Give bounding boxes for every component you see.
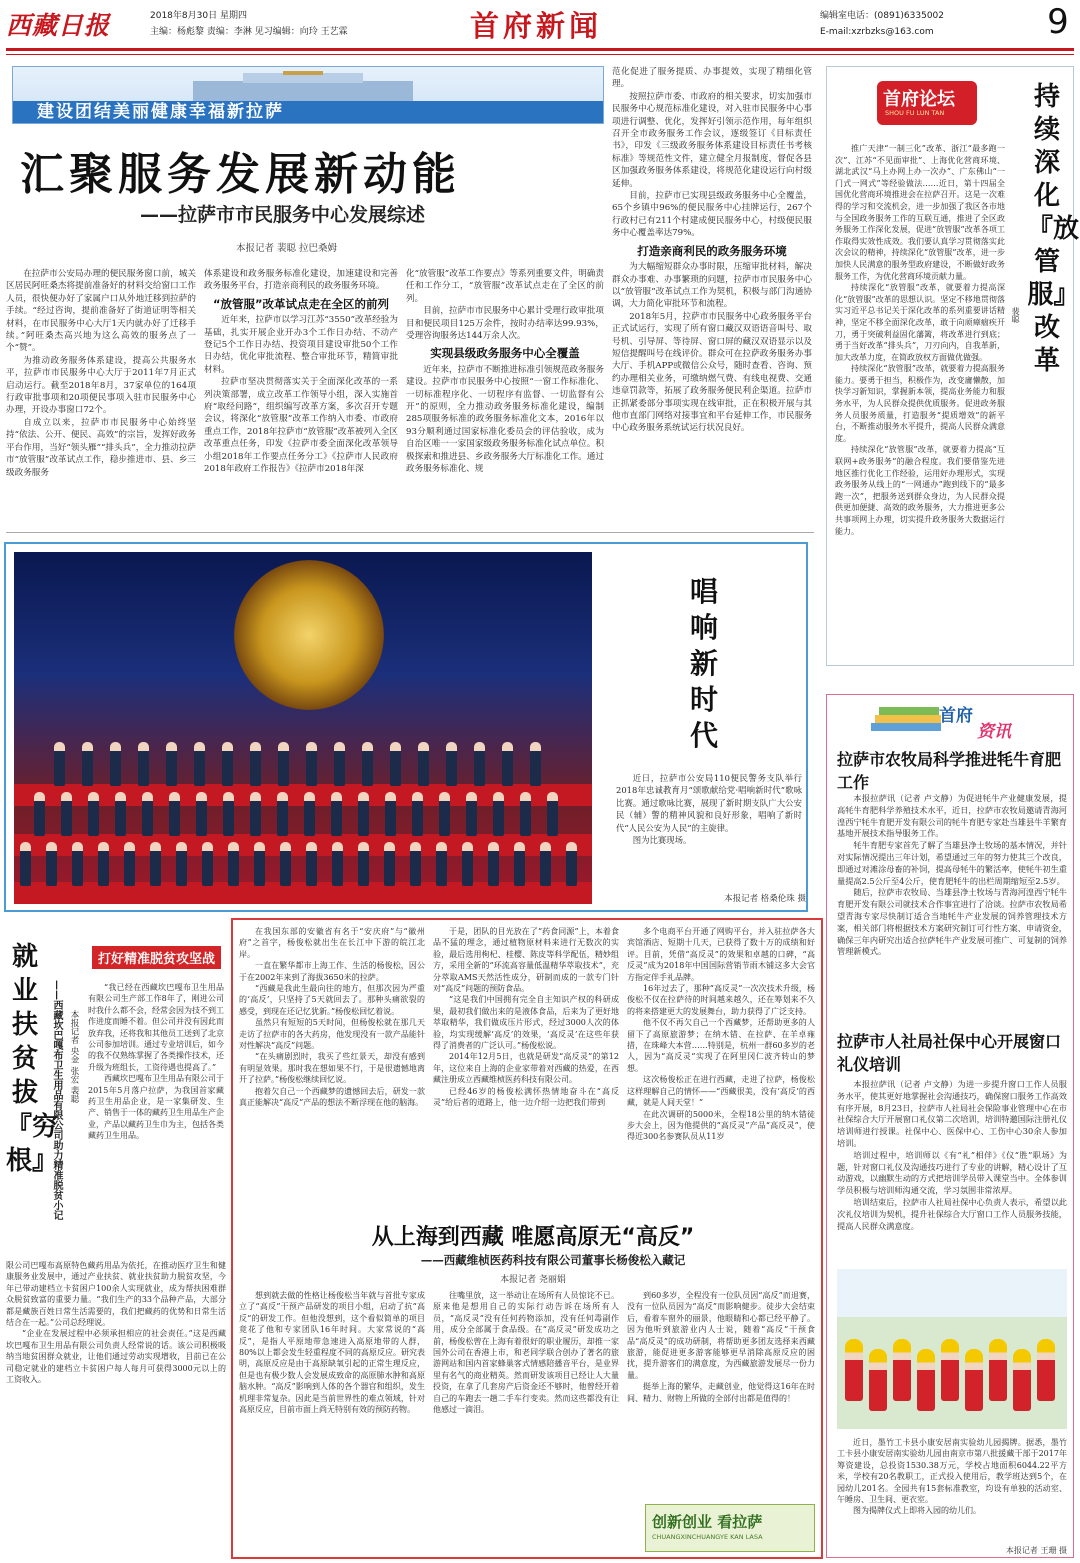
article2-body [837, 1079, 1067, 1259]
paragraph: 持续深化“放管服”改革，就要着力提高“互联网+政务服务”的融合程度。我们要借鉴先进地区推行优化工作经验，运用好办理形式，实现政务服务从线上的“一网通办”跑到线下的“最多跑一次”，把服务送到群众身边，为人民群众提供更加便捷、高效的政务服务，大力推进更多公共事项网上办理，切实提升政务服务大数据运行能力。 [835, 445, 1005, 536]
header-meta [150, 8, 430, 40]
banner-text: 建设团结美丽健康幸福新拉萨 [37, 102, 284, 122]
performer [20, 842, 31, 886]
performer [138, 742, 149, 786]
performer [331, 792, 342, 836]
child [893, 1339, 911, 1401]
performer [250, 742, 261, 786]
innovation-badge-en: CHUANGXINCHUANGYE KAN LASA [652, 1533, 763, 1541]
stage-step [14, 784, 592, 806]
story-top-col-2 [433, 926, 619, 1126]
performer [277, 792, 288, 836]
child [917, 1349, 935, 1411]
story-col-2 [433, 1290, 619, 1550]
paragraph: 想到就去做的性格让杨俊松当年就与首批专家成立了“高反”干预产品研发的项目小组，启动了抗“高反”的研发工作。但他没想到，这个看似简单的项目竟花了他和专家团队16年时间。大家常说的“高反”，是指人平原地带急速进入高原地带的人群，80%以上都会发生轻重程度不同的高原反应。研究表明，高原反应是由于高原缺氧引起的正常生理反应，但是也有极少数人会发展成致命的高原肺水肿和高原脑水肿。“高反”影响到人体的各个器官和组织，发生机理非常复杂。因此是当前世界性的难点领域，针对高原反应，目前市面上尚无特别有效的预防药物。 [239, 1291, 425, 1415]
poverty-side-text [88, 982, 224, 1254]
paragraph: 为推动政务服务体系建设，提高公共服务水平，拉萨市市民服务中心大厅于2011年7月正式启动运行。截至2018年8月，37家单位的164项行政审批事项和20项便民事项入驻市民服务中心办理，开设办事窗口72个。 [6, 355, 196, 416]
paragraph: 培训结束后，拉萨市人社局社保中心负责人表示，希望以此次礼仪培训为契机，提升社保综合大厅窗口工作人员服务技能，提高人民群众满意度。 [837, 1196, 1067, 1231]
performer [410, 842, 421, 886]
paragraph: “企业在发展过程中必须承担相应的社会责任。”这是西藏坎巴嘎布卫生用品有限公司负责人经常说的话。该公司积极吸纳当地贫困群众就业，让他们通过劳动实现增收，目前已在公司稳定就业的建档立卡贫困户每人每月可获得3000元以上的工资收入。 [6, 1329, 226, 1385]
paragraph: 16年过去了，那种“高反灵”一次次技术升级，杨俊松不仅在拉萨待的时间越来越久，还在筹划来不久的将来搭建更大的发展舞台，助力获得了广泛支持。 [627, 984, 815, 1016]
story-top-col-1 [239, 926, 425, 1126]
performer [72, 842, 83, 886]
performer [176, 842, 187, 886]
paragraph: 虽然只有短短的5天时间，但杨俊松就在那几天走访了拉萨市的各大药房，他发现没有一款产品能针对性解决“高反”问题。 [239, 1018, 425, 1051]
performer [254, 842, 265, 886]
paragraph: “这是我们中国拥有完全自主知识产权的科研成果，最初我们做出来的是液体食品，后来为了更好地萃取精华，我们做成压片形式，经过3000人次的体验，均实现缓解‘高反’的效果，‘高反灵’在这些年获得了消费者的广泛认可。”杨俊松说。 [433, 995, 619, 1051]
performer [439, 792, 450, 836]
paragraph: 目前，拉萨市市民服务中心累计受理行政审批项目和便民项目125万余件，按时办结率达99.93%，受理咨询服务达144万余人次。 [406, 306, 604, 342]
paragraph: 推广天津“一制三化”改革、浙江“最多跑一次”、江苏“不见面审批”、上海优化营商环境、湖北武汉“马上办网上办一次办”、广东佛山“一门式一网式”等经验做法……近日，第十四届全国优化营商环境推进会在拉萨召开。这是一次难得的学习和交流机会，进一步加强了我区各市地与全国政务服务工作的互联互通，推进了全区政务服务工作深化发展，促进“放管服”改革各项工作取得实效性成效。我们要认真学习贯彻落实此次会议的精神，持续深化“放管服”改革，进一步加快人民满意的服务型政府建设，不断做好政务服务工作，为优化营商环境贡献力量。 [835, 144, 1005, 281]
performer [110, 742, 121, 786]
innovation-badge-text: 创新创业 看拉萨 [652, 1513, 763, 1531]
forum-author: 裴聪 [1011, 307, 1020, 323]
performer [278, 742, 289, 786]
lead-subtitle: ——拉萨市市民服务中心发展综述 [140, 204, 426, 226]
performer [304, 792, 315, 836]
paragraph: 本报拉萨讯（记者 卢文静）为促进牦牛产业健康发展，提高牦牛育肥科学养殖技术水平，近日，拉萨市农牧局邀请青海河湟西宁牦牛育肥开发有限公司的牦牛育肥专家赴当雄县牛羊繁育基地开展技术指导服务工作。 [837, 793, 1067, 839]
paragraph: 西藏坎巴嘎布卫生用品有限公司于2015年5月落户拉萨，为我国首家藏药卫生用品企业，是一家集研发、生产、销售于一体的藏药卫生用品生产企业，产品以藏药卫生巾为主，包括各类藏药卫生用品。 [88, 1074, 224, 1141]
police-emblem-icon [234, 560, 384, 710]
performer [223, 792, 234, 836]
paragraph: 近年来，拉萨市以学习江苏“3550”改革经验为基础，扎实开展企业开办3个工作日办结、不动产登记5个工作日办结、投资项目建设审批50个工作日办结，优化审批流程、整合审批环节，精简审批材料。 [204, 315, 398, 375]
performer [547, 792, 558, 836]
performer [202, 842, 213, 886]
performer [54, 742, 65, 786]
paragraph: 多个电商平台开通了网购平台，并入驻拉萨各大宾馆酒店、短期十几天，已获得了数十万的成绩和好评。目前，凭借“高反灵”的效果和卓越的口碑，“高反灵”成为2018年中国国际营销节雨木铺这多大会官方指定伴手礼品牌。 [627, 927, 815, 982]
performer [61, 792, 72, 836]
performer [362, 742, 373, 786]
paragraph: 一直在繁华都市上海工作、生活的杨俊松，因公于在2002年来到了海拔3650米的拉萨。 [239, 961, 425, 982]
paragraph: 随后，拉萨市农牧局、当雄县净土牧场与青海河湟西宁牦牛育肥开发有限公司就技术合作事宜进行了洽谈。拉萨市农牧局希望青海专家尽快制订适合当地牦牛产业发展的饲养管理技术方案，相关部门将根据技术方案研究制订可行性方案、申请资金，确保三年内研究出适合拉萨牦牛产业发展可推广、可复制的饲养管理新模式。 [837, 887, 1067, 957]
performer [306, 842, 317, 886]
paragraph: “我已经在西藏坎巴嘎布卫生用品有限公司生产部工作8年了，刚进公司时我什么都不会，经常会因为技不到工作进度而睡不着。但公司并没有因此而放弃我，还将我和其他员工送到了北京公司参加培训。通过专业培训后，如今的我不仅熟练掌握了各类操作技术，还升级为班组长，工资待遇也提高了。” [88, 983, 224, 1072]
paragraph: 培训过程中，培训师以《有“礼”相伴》《仪“胜”职场》为题，针对窗口礼仪及沟通技巧进行了专业的讲解，精心设计了互动游戏，以幽默生动的方式把培训学员带入课堂当中。全体参训学员积极与培训师沟通交流，学习氛围非常浓厚。 [837, 1149, 1067, 1196]
photo-feature [4, 542, 808, 912]
paragraph: 牦牛育肥专家首先了解了当雄县净土牧场的基本情况，并针对实际情况提出三年计划，希望通过三年的努力使其三个改良，即通过对滩涂母畜的补饲，提高母牦牛的繁活率，使牦牛初生重量提高2.5公斤至4公斤，使育肥牦牛的出栏周期缩短至2.5岁。 [837, 840, 1067, 886]
performer [520, 792, 531, 836]
performer [493, 792, 504, 836]
paragraph: 2014年12月5日，也就是研发“高反灵”的第12年，这位来自上海的企业家带着对西藏的热爱，在西藏注册成立西藏维桢医药科技有限公司。 [433, 1052, 619, 1085]
date-line: 2018年8月30日 星期四 [150, 11, 247, 21]
paragraph: 为大幅缩短群众办事时限，压缩审批材料，解决群众办事难、办事繁琐的问题，拉萨市市民服务中心以“放管服”改革试点工作为契机，积极与部门沟通协调，大力简化审批环节和流程。 [612, 262, 812, 310]
forum-badge-en: SHOU FU LUN TAN [885, 109, 945, 117]
forum-box [826, 66, 1080, 666]
paragraph: 挺举上海的繁华，走藏创业，他觉得这16年在时间、精力、财物上所做的全部付出都是值得的！ [627, 1382, 815, 1403]
paragraph: 于是，团队的目光放在了“药食同源”上，本着食品不猛的理念，通过植物原材料来进行无数次的实验，最后选用枸杞、桂樱、陈皮等科学配伍，精妙组方，采用全新的“环流高容量低温精华萃取技术”，充分萃取AMS天然活性成分，研制而成的一款专门针对“高反”问题的预防食品。 [433, 927, 619, 994]
child [989, 1339, 1007, 1401]
story-col-3 [627, 1290, 815, 1486]
poverty-side-byline: 本报记者 央金 张宏 裴聪 [69, 1010, 79, 1104]
banner-strip [13, 101, 603, 123]
performer [502, 742, 513, 786]
subheading: 打造亲商利民的政务服务环境 [637, 243, 787, 258]
lead-title: 汇聚服务发展新动能 [20, 149, 461, 200]
editors-line: 主编：杨彪黎 责编：李淋 见习编辑：向玲 王艺霖 [150, 27, 348, 37]
performer [222, 742, 233, 786]
photo-caption [616, 772, 802, 888]
header-contact [820, 8, 1020, 40]
paragraph: 往嘴里放，这一举动让在场所有人员惊诧不已。原来他是想用自己的实际行动告诉在场所有人员，“高反灵”没有任何药物添加，没有任何毒副作用，成分全部属于食品级。在“高反灵”研发成功之前，杨俊松曾在上海有着很好的职业履历，却推一家国外公司在香港上市，和老同学联合创办了著名的旅游网站和国内首家蜂巢客式情感陪播音平台，是业界里有名气的商业精英。然而研发该项目已经让人大量投资，在拿了几套房产后资金还不够时，他曾经开着自己的车跑去一趟二手车行变卖。然而这些都没有让他感过一滴泪。 [433, 1291, 619, 1415]
performer [88, 792, 99, 836]
kindergarten-photo [837, 1269, 1067, 1429]
performer [488, 842, 499, 886]
child [1037, 1339, 1055, 1401]
poverty-tag: 打好精准脱贫攻坚战 [92, 946, 221, 969]
paragraph: 在此次调研的5000米，全程18公里的纳木错徒步大会上，因为他提供的“高反灵”产品“高反灵”，使得近300名参赛队员从11岁 [627, 1109, 815, 1142]
email-line: E-mail:xzrbzks@163.com [820, 27, 934, 37]
performer [462, 842, 473, 886]
paragraph: 已经46岁的杨俊松满怀热情地奋斗在“高反灵”给后者的道路上，他一边介绍一边把我们带到 [433, 1086, 619, 1108]
newspaper-logo: 西藏日报 [6, 11, 111, 40]
forum-title: 持续深化『放管服』改革 [1027, 82, 1080, 376]
performer [115, 792, 126, 836]
performer [124, 842, 135, 886]
child [941, 1339, 959, 1401]
paragraph: 范化促进了服务提质、办事提效，实现了精细化管理。 [612, 67, 812, 90]
performer [142, 792, 153, 836]
performer [358, 792, 369, 836]
paragraph: 体系建设和政务服务标准化建设，加速建设和完善政务服务平台，打造亲商利民的政务服务环境。 [204, 269, 398, 292]
child [869, 1349, 887, 1411]
child [845, 1339, 863, 1401]
subheading: 实现县级政务服务中心全覆盖 [430, 346, 580, 361]
performer [34, 792, 45, 836]
performer [390, 742, 401, 786]
performer [540, 842, 551, 886]
paragraph: 拉萨市坚决贯彻落实关于全面深化改革的一系列决策部署，成立改革工作领导小组，深入实施首府“取经问路”，组织编写改革方案，多次召开专题会议，将深化“放管服”改革工作纳入市委、市政府重点工作，2018年拉萨市“放管服”改革被列入全区改革重点任务，印发《拉萨市委全面深化改革领导小组2018年工作要点任务分工》《拉萨市人民政府2018年政府工作报告》《拉萨市2018年深 [204, 377, 398, 475]
paragraph: 本报拉萨讯（记者 卢文静）为进一步提升窗口工作人员服务水平，使其更好地掌握社会沟通技巧，确保窗口服务工作高效有序开展，8月23日，拉萨市人社局社会保险事业管理中心在市社保综合大厅开展窗口礼仪第二次培训，培训特邀国际注册礼仪培训师进行授课。社保中心、医保中心、工伤中心30余人参加培训。 [837, 1079, 1067, 1148]
paragraph: 持续深化“放管服”改革，就要着力提高服务能力。要勇于担当，积极作为，改变庸懒散，加快学习新知识，掌握新本领，提高业务能力和服务水平，为人民群众提供优质服务。促进政务服务人员服务质量，打造服务“提质增效”的新平台，不断推动服务水平提升，提高人民群众满意度。 [835, 364, 1005, 443]
story-top-col-3 [627, 926, 815, 1142]
paragraph: 自成立以来，拉萨市市民服务中心始终坚持“依法、公开、便民、高效”的宗旨，发挥好政务平台作用，当好“领头雁”“排头兵”，全力推动拉萨市“放管服”改革试点工作，稳步推进市、县、乡三级政务服务 [6, 417, 196, 478]
choir-photo [14, 552, 592, 904]
article1-body [837, 793, 1067, 1013]
news-briefs-box [826, 694, 1074, 1558]
lead-column-1 [6, 268, 196, 528]
paragraph: 在拉萨市公安局办理的便民服务窗口前，城关区居民阿旺桑杰将提前准备好的材料交给窗口工作人员，很快便办好了家属户口从外地迁移到拉萨的手续。“经过咨询，提前准备好了街道证明等相关材料，在市民服务中心大厅1天内就办好了迁移手续。”阿旺桑杰高兴地为这么高效的服务点了一个“赞”。 [6, 269, 196, 354]
performer [384, 842, 395, 886]
performer [446, 742, 457, 786]
performer [436, 842, 447, 886]
caption-note: 图为比赛现场。 [632, 835, 692, 846]
lead-column-3 [406, 268, 604, 528]
performer [250, 792, 261, 836]
performer [566, 842, 577, 886]
subheading: “放管服”改革试点走在全区的前列 [212, 296, 390, 311]
paragraph: “西藏是我此生最向往的地方，但那次因为严重的‘高反’，只坚持了5天就回去了。那种头痛欲裂的感受，到现在还记忆犹新。”杨俊松回忆着说。 [239, 984, 425, 1016]
paragraph: 持续深化“放管服”改革，就要着力提高深化“放管服”改革的思想认识。坚定不移地贯彻落实习近平总书记关于深化改革的系列重要讲话精神，坚定不移全面深化改革，敢于向顽瘴痼疾开刀，勇于突破利益固化藩篱，将改革进行到底；勇于当好改革“排头兵”，刀刃向内，自我革新，加大改革力度，在简政放权方面做优做强。 [835, 283, 1005, 362]
story-byline: 本报记者 尧丽娟 [500, 1275, 566, 1285]
paragraph: 到60多岁，全程没有一位队员因“高反”而退赛，没有一位队员因为“高反”而影响健步。徒步大会结束后，看着车窗外的丽景，他眼睛和心都已经平静了。因为他听到旅游业内人士说，随着“高反”干预食品“高反灵”的成功研制，将帮助更多团友选择来西藏旅游，能促进更多游客能够更早消除高原反应的困扰，提升游客们的满意度，为西藏旅游发展尽一份力量。 [627, 1291, 815, 1380]
kindergarten-credit: 本报记者 王珊 摄 [1005, 1546, 1067, 1555]
performer [194, 742, 205, 786]
section-title: 首府新闻 [470, 9, 603, 43]
caption-text: 近日，拉萨市公安局110便民警务支队举行2018年忠诚教育月“颂歌献给党·唱响新时代”歌咏比赛。通过歌咏比赛，展现了新时期支队广大公安民（辅）警的精神风貌和良好形象，唱响了新时代“人民公安为人民”的主旋律。 [616, 773, 802, 833]
story-subtitle: ——西藏维桢医药科技有限公司董事长杨俊松入藏记 [420, 1253, 686, 1267]
performer [412, 792, 423, 836]
story-title: 从上海到西藏 唯愿高原无“高反” [371, 1225, 695, 1250]
paragraph: 化“放管服”改革工作要点》等系列重要文件，明确责任和工作分工，“放管服”改革试点走在了全区的前列。 [406, 269, 604, 304]
kindergarten-caption [837, 1437, 1067, 1545]
paragraph: 近年来，拉萨市不断推进标准引领规范政务服务建设。拉萨市市民服务中心按照“一窗工作标准化、一切标准程序化、一切程序有监督、一切监督有公开”的原则，全力推动政务服务标准化建设，编制285项服务标准的政务服务标准化文本，2016年以93分顺利通过国家标准化委员会的评估验收，成为自治区唯一一家国家级政务服务标准化试点单位。积极探索和推进县、乡政务服务大厅标准化工作。通过政务服务标准化、规 [406, 364, 604, 475]
paragraph: 在我国东部的安徽省有名于“安庆府”与“徽州府”之首字，杨俊松就出生在长江中下游的皖江北岸。 [239, 927, 425, 959]
article1-title: 拉萨市农牧局科学推进牦牛育肥工作 [837, 750, 1062, 792]
caption-text: 近日，墨竹工卡县小康安居南实验幼儿园揭牌。据悉，墨竹工卡县小康安居南实验幼儿园由南京市第八批援藏干部于2017年筹资建设，总投资1530.38万元，学校占地面积6044.22平方米，学校有20名教职工，正式投入使用后，教学班达到5个，在园幼儿201名。全园共有15套标准教室，均设有单独的活动室、午睡房、卫生间、更衣室。 [837, 1438, 1067, 1505]
news-badge-b: 资讯 [977, 722, 1011, 742]
performer [334, 742, 345, 786]
paragraph: 这次杨俊松正在进行西藏，走进了拉萨，杨俊松这样理解自己的情怀——“西藏很美，没有‘高反’的西藏，就是人间天堂！” [627, 1075, 815, 1108]
performer [150, 842, 161, 886]
performer [466, 792, 477, 836]
header-rule [6, 48, 1074, 51]
performer [418, 742, 429, 786]
section-divider [6, 532, 814, 533]
banner [12, 66, 604, 124]
performer [82, 742, 93, 786]
paragraph: “在头痛剧烈时，我买了些红景天，却没有感到有明显效果。那时我在想如果不行，于是很遗憾地离开了拉萨。”杨俊松继续回忆说。 [239, 1052, 425, 1085]
performer [530, 742, 541, 786]
poverty-side-text-2 [6, 1260, 226, 1556]
story-col-1 [239, 1290, 425, 1550]
lead-column-4 [612, 66, 812, 526]
performer [306, 742, 317, 786]
paragraph: 抱着欠自己一个西藏梦的遗憾回去后，研发一款真正能解决“高反”产品的想法不断浮现在他的脑海。 [239, 1086, 425, 1108]
photo-title: 唱响新时代 [689, 575, 718, 752]
poverty-side-subtitle: ——西藏坎巴嘎布卫生用品有限公司助力精准脱贫小记 [51, 980, 62, 1220]
header-rule-thin [6, 54, 1074, 55]
performer [332, 842, 343, 886]
paragraph: 2018年5月，拉萨市市民服务中心政务服务平台正式试运行，实现了所有窗口藏汉双语语音叫号、取号机、引导屏、等待屏、窗口屏的藏汉双语显示以及短信提醒叫号在线评价。群众可在拉萨政务服务办事大厅、手机APP或微信公众号，随时查看、咨询、预约办理相关业务，可缴纳燃气费、有线电视费、交通违章罚款等，拓展了政务服务便民利企渠道。拉萨市正抓紧委部分事项实现在线审批，正在积极开展与其他市直部门网络对接事宜和平台延伸工作，市民服务中心政务服务系统试运行状况良好。 [612, 311, 812, 434]
news-badge-a: 首府 [939, 706, 973, 726]
performer [280, 842, 291, 886]
lead-byline: 本报记者 裴聪 拉巴桑姆 [236, 243, 338, 254]
performer [46, 842, 57, 886]
performer [385, 792, 396, 836]
performer [228, 842, 239, 886]
phone-line: 编辑室电话：(0891)6335002 [820, 11, 945, 21]
performer [169, 792, 180, 836]
page-number: 9 [1047, 2, 1069, 42]
paragraph: 他不仅不再欠自己一个西藏梦，还帮助更多的人留下了高原旅游梦；在纳木错、在拉萨、在羊卓雍措，在珠峰大本营……特别是，杭州一群60多岁的老人，因为“高反灵”实现了在阿里冈仁波齐转山的梦想。 [627, 1018, 815, 1073]
photo-credit: 本报记者 格桑伦珠 摄 [724, 894, 806, 904]
feature-story-box [231, 918, 823, 1559]
forum-badge-text: 首府论坛 [883, 89, 955, 110]
performer [196, 792, 207, 836]
paragraph: 限公司巴嘎布高原特色藏药用品为依托，在推动医疗卫生和健康服务业发展中，通过产业扶贫、就业扶贫助力脱贫攻坚，今年已带动建档立卡贫困户100余人实现就业，成为帮扶困难群众脱贫致富的重要力量。“我们生产的33个品种产品，大部分都是藏族百姓日常生活需要的，我们把藏药的优势和日常生活结合在一起。”公司总经理说。 [6, 1261, 226, 1328]
caption-note: 图为揭牌仪式上即将入园的幼儿们。 [853, 1506, 981, 1516]
poverty-side-title: 就业扶贫拔『穷根』 [6, 942, 59, 1176]
lead-column-2 [204, 268, 398, 528]
forum-body [835, 143, 1005, 663]
paragraph: 目前，拉萨市已实现县级政务服务中心全覆盖，65个乡镇中96%的便民服务中心挂牌运行，267个行政村已有211个村建成便民服务中心，村级便民服务中心覆盖率达79%。 [612, 191, 812, 239]
innovation-badge [645, 1504, 815, 1552]
performer [166, 742, 177, 786]
performer [358, 842, 369, 886]
performer [514, 842, 525, 886]
paragraph: 按照拉萨市委、市政府的相关要求，切实加强市民服务中心规范标准化建设，对入驻市民服务中心事项进行调整、优化，发挥好引领示范作用，每年组织召开全市政务服务工作会议，逐级签订《目标责任书》，印发《三级政务服务体系建设目标责任书考核标准》等规范性文件，建立健全月报制度，督促各县区加强政务服务体系建设，将规范化建设运行向村级延伸。 [612, 91, 812, 189]
child [965, 1349, 983, 1411]
performer [474, 742, 485, 786]
child [1013, 1349, 1031, 1411]
forum-badge [877, 81, 977, 125]
performer [98, 842, 109, 886]
article2-title: 拉萨市人社局社保中心开展窗口礼仪培训 [837, 1032, 1062, 1074]
